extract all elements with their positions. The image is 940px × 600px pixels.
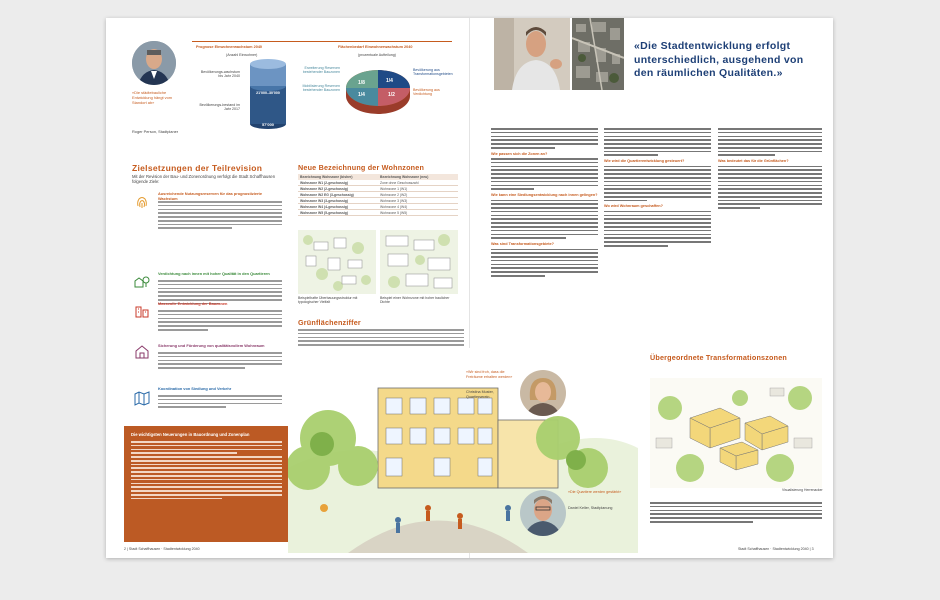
aerial-sketch-1 <box>298 230 376 294</box>
col-heading-3: Was sind Transformationsgebiete? <box>491 241 554 246</box>
cylinder-chart <box>248 58 288 132</box>
section-intro: Mit der Revision der Bau- und Zonenordnung verfolgt die Stadt Schaffhausen folgende Ziele: <box>132 174 276 185</box>
goal-5-text <box>158 395 282 408</box>
col-heading-4: Wie wird die Quartierentwicklung gesteuert? <box>604 159 685 164</box>
image-caption-1: Beispielhafte Überbauungsstruktur mit typologischer Vielfalt <box>298 296 358 305</box>
overview-caption: Visualisierung Herrenacker <box>782 488 823 492</box>
table-cell: Wohnzone 4 (W4) <box>380 204 408 209</box>
portrait-photo-2 <box>520 370 566 416</box>
footer-right: Stadt Schaffhausen · Stadtentwicklung 2040 | 3 <box>738 547 814 551</box>
image-caption-2: Beispiel einer Wohnzone mit hoher baulicher Dichte <box>380 296 450 305</box>
key-changes-text <box>131 441 282 499</box>
pie-chart <box>344 62 412 118</box>
buildings-icon <box>134 303 150 319</box>
table-cell: Wohnzone 1 (W1) <box>380 186 408 191</box>
overview-title: Übergeordnete Transformationszonen <box>650 353 787 362</box>
col-heading-1: Wie passen sich die Zonen an? <box>491 151 548 156</box>
table-title: Neue Bezeichnung der Wohnzonen <box>298 163 425 172</box>
overview-text <box>650 502 822 523</box>
overview-visualisation <box>650 378 822 488</box>
home-icon <box>134 344 150 360</box>
goal-4-title: Sicherung und Förderung von qualitätsvollem Wohnraum <box>158 343 265 348</box>
section-title: Zielsetzungen der Teilrevision <box>132 163 263 173</box>
goal-3-text <box>158 310 282 331</box>
map-pin-icon <box>134 390 150 406</box>
aerial-photo <box>572 18 624 90</box>
col-heading-2: Wie kann eine Siedlungsentwicklung nach innen gelingen? <box>491 192 598 197</box>
goal-1-text <box>158 201 282 229</box>
pie-label-1: Erweiterung Reserven bestehender Bauzonen <box>302 66 340 75</box>
table-cell: Wohnzone W2 EG (3-geschossig) <box>300 192 354 197</box>
portrait-3-name: Daniel Keller, Stadtplanung <box>568 506 613 510</box>
right-column-2 <box>604 128 711 247</box>
table-header-1: Bezeichnung Wohnzone (bisher) <box>300 175 353 179</box>
chart-right-title: Flächenbedarf Einwohnerwachstum 2040 <box>338 45 413 49</box>
pie-label-4: Bevölkerung aus Verdichtung <box>413 88 440 97</box>
table-body <box>298 180 458 216</box>
table-cell: Zone ohne Geschosszahl <box>380 180 419 185</box>
svg-text:1/2: 1/2 <box>388 92 395 98</box>
aerial-sketch-2 <box>380 230 458 294</box>
cylinder-value-1: 21'000–30'000 <box>256 91 280 95</box>
table-cell: Wohnzone 2 (W2) <box>380 192 408 197</box>
table-cell: Wohnzone W4 (4-geschossig) <box>300 204 348 209</box>
table-cell: Wohnzone W3 (3-geschossig) <box>300 198 348 203</box>
table-header-2: Bezeichnung Wohnzone (neu) <box>380 175 429 179</box>
svg-text:1/8: 1/8 <box>358 80 365 86</box>
zone-table <box>298 174 458 216</box>
goal-5-title: Koordination von Siedlung und Verkehr <box>158 386 232 391</box>
table-cell: Wohnzone 3 (W3) <box>380 198 408 203</box>
pie-label-3: Bevölkerung aus Transformationsgebieten <box>413 68 453 77</box>
table-cell: Wohnzone W5 (5-geschossig) <box>300 210 348 215</box>
key-changes-title: Die wichtigsten Neuerungen in Bauordnung und Zonenplan <box>131 432 250 437</box>
green-area-title: Grünflächenziffer <box>298 318 361 327</box>
goal-4-text <box>158 352 282 369</box>
footer-left: 2 | Stadt Schaffhausen · Stadtentwicklung 2040 <box>124 547 200 551</box>
col-heading-6: Was bedeutet das für die Grünflächen? <box>718 159 789 164</box>
key-changes-box <box>124 426 289 542</box>
goal-2-title: Verdichtung nach innen mit hoher Qualität in den Quartieren <box>158 271 270 276</box>
portrait-2-caption: «Wir sind froh, dass die Freiräume erhalten werden» <box>466 370 513 379</box>
cylinder-value-2: 57'000 <box>261 122 275 127</box>
interview-photo <box>494 18 570 90</box>
pie-label-2: Mobilisierung Reserven bestehender Bauzonen <box>302 84 340 93</box>
chart-left-unit: (Anzahl Einwohner) <box>226 53 258 57</box>
svg-text:1/4: 1/4 <box>358 92 365 98</box>
goal-3-title: Massvolle Entwicklung der Bauzonen <box>158 301 228 306</box>
cylinder-label-2: Bevölkerungs-bestand im Jahr 2017 <box>199 103 240 112</box>
portrait-2-name: Christina Muster, Quartierverein <box>466 390 494 399</box>
table-cell: Wohnzone W1 (2-geschossig) <box>300 180 348 185</box>
table-row <box>298 210 458 216</box>
table-cell: Wohnzone 5 (W5) <box>380 210 408 215</box>
street-illustration <box>288 348 638 553</box>
portrait-photo-1 <box>132 41 176 85</box>
chart-left-title: Prognose Einwohnerwachstum 2040 <box>196 45 263 49</box>
cylinder-label-1: Bevölkerungs-wachstum bis Jahr 2040 <box>200 70 240 79</box>
right-column-3 <box>718 128 822 209</box>
right-column-1 <box>491 128 598 277</box>
svg-text:1/4: 1/4 <box>386 78 393 84</box>
portrait-name: Roger Person, Stadtplaner <box>132 129 179 134</box>
portrait-3-caption: «Die Quartiere werden gestärkt» <box>568 490 622 494</box>
pull-quote: «Die Stadtentwicklung erfolgt unterschiedlich, ausgehend von den räumlichen Qualitäten.» <box>634 40 804 79</box>
house-tree-icon <box>134 273 150 289</box>
col-heading-5: Wo wird Wohnraum geschaffen? <box>604 204 663 209</box>
document-spread <box>106 18 833 558</box>
portrait-caption: «Die städtebauliche Entwicklung hängt vom Standort ab» <box>132 90 173 105</box>
fingerprint-icon <box>134 194 150 210</box>
table-cell: Wohnzone W2 (2-geschossig) <box>300 186 348 191</box>
chart-right-unit: (prozentuale Aufteilung) <box>358 53 396 57</box>
goal-1-title: Ausreichende Nutzungsreserven für das prognostizierte Wachstum <box>158 191 262 201</box>
portrait-photo-3 <box>520 490 566 536</box>
